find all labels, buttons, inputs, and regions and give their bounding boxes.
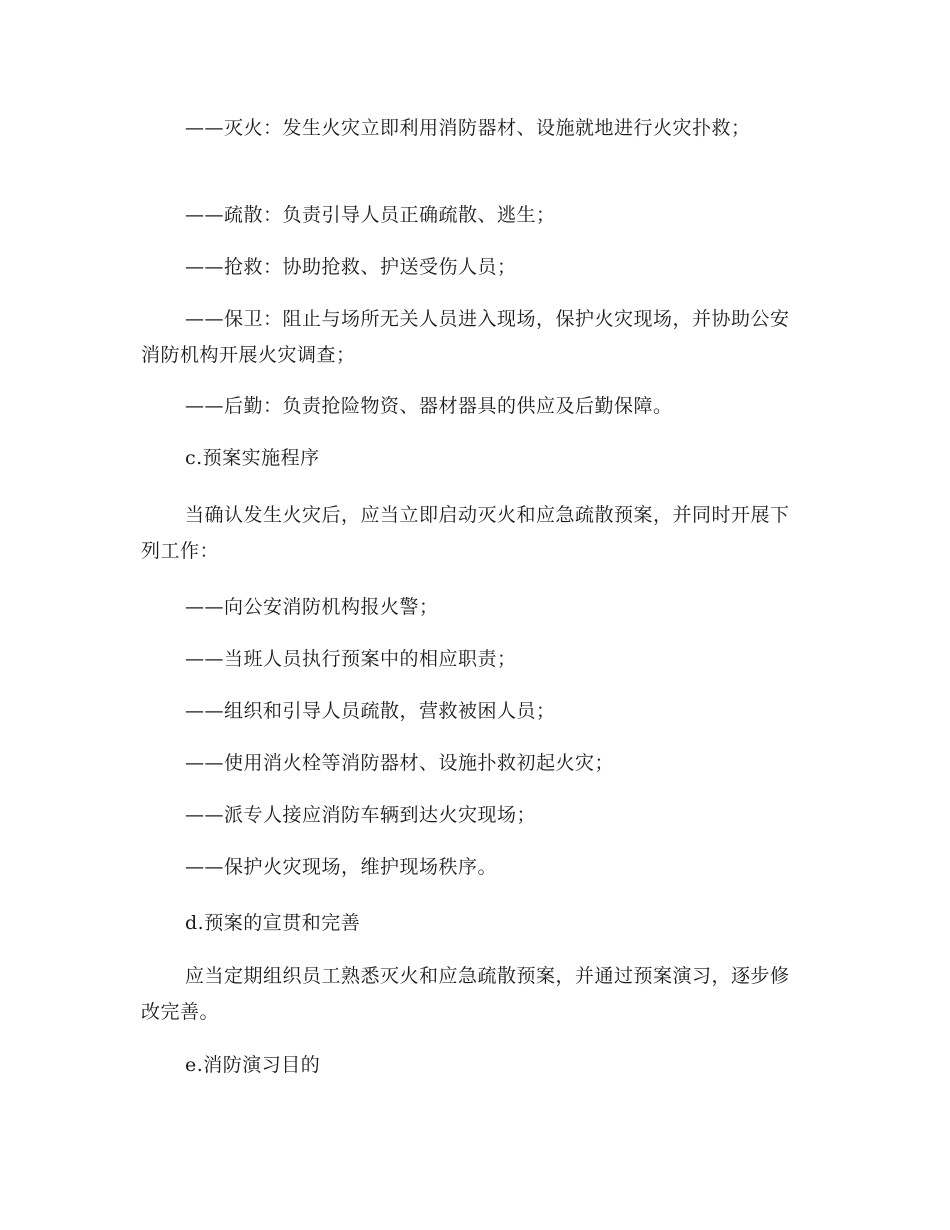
- section-heading-c: c.预案实施程序: [185, 447, 320, 469]
- paragraph-rescue: ——抢救：协助抢救、护送受伤人员；: [185, 256, 517, 278]
- paragraph-procedure-intro: 当确认发生火灾后，应当立即启动灭火和应急疏散预案，并同时开展下列工作：: [141, 504, 790, 562]
- paragraph-organize-evacuation: ——组织和引导人员疏散，营救被困人员；: [185, 700, 556, 722]
- section-heading-e: e.消防演习目的: [185, 1054, 321, 1076]
- paragraph-hydrant: ——使用消火栓等消防器材、设施扑救初起火灾；: [185, 752, 615, 774]
- paragraph-extinguish: ——灭火：发生火灾立即利用消防器材、设施就地进行火灾扑救；: [185, 117, 751, 139]
- paragraph-drill-improve: 应当定期组织员工熟悉灭火和应急疏散预案，并通过预案演习，逐步修改完善。: [141, 965, 790, 1023]
- paragraph-on-duty: ——当班人员执行预案中的相应职责；: [185, 648, 517, 670]
- paragraph-logistics: ——后勤：负责抢险物资、器材器具的供应及后勤保障。: [185, 395, 673, 417]
- paragraph-evacuate: ——疏散：负责引导人员正确疏散、逃生；: [185, 204, 556, 226]
- paragraph-protect-scene: ——保护火灾现场，维护现场秩序。: [185, 856, 498, 878]
- paragraph-report-alarm: ——向公安消防机构报火警；: [185, 596, 439, 618]
- section-heading-d: d.预案的宣贯和完善: [185, 912, 361, 934]
- paragraph-receive-trucks: ——派专人接应消防车辆到达火灾现场；: [185, 804, 537, 826]
- paragraph-security: ——保卫：阻止与场所无关人员进入现场，保护火灾现场，并协助公安消防机构开展火灾调查；: [141, 308, 790, 366]
